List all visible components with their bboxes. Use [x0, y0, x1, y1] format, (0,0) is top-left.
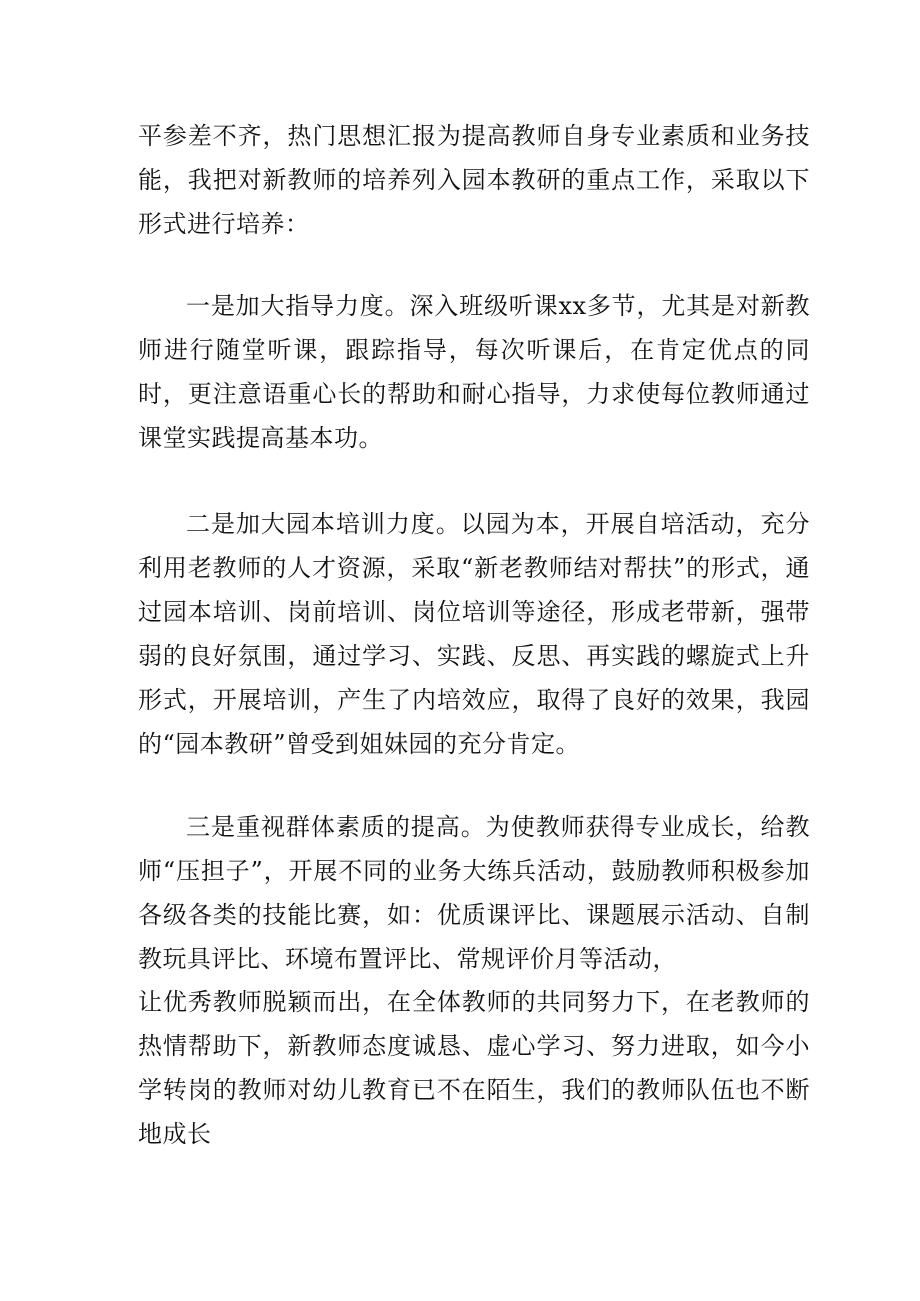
paragraph-1: 平参差不齐，热门思想汇报为提高教师自身专业素质和业务技能，我把对新教师的培养列入园本教研的重点工作，采取以下形式进行培养： [138, 122, 810, 238]
paragraph-2: 一是加大指导力度。深入班级听课xx多节，尤其是对新教师进行随堂听课，跟踪指导，每次听课后，在肯定优点的同时，更注意语重心长的帮助和耐心指导，力求使每位教师通过课堂实践提高基本功。 [138, 292, 810, 452]
paragraph-3: 二是加大园本培训力度。以园为本，开展自培活动，充分利用老教师的人才资源，采取“新老教师结对帮扶”的形式，通过园本培训、岗前培训、岗位培训等途径，形成老带新，强带弱的良好氛围，通过学习、实践、反思、再实践的螺旋式上升形式，开展培训，产生了内培效应，取得了良好的效果，我园的“园本教研”曾受到姐妹园的充分肯定。 [138, 510, 810, 758]
paragraph-5: 让优秀教师脱颖而出，在全体教师的共同努力下，在老教师的热情帮助下，新教师态度诚恳、虚心学习、努力进取，如今小学转岗的教师对幼儿教育已不在陌生，我们的教师队伍也不断地成长 [138, 988, 810, 1148]
paragraph-4: 三是重视群体素质的提高。为使教师获得专业成长，给教师“压担子”，开展不同的业务大练兵活动，鼓励教师积极参加各级各类的技能比赛，如：优质课评比、课题展示活动、自制教玩具评比、环境布置评比、常规评价月等活动， [138, 813, 810, 973]
